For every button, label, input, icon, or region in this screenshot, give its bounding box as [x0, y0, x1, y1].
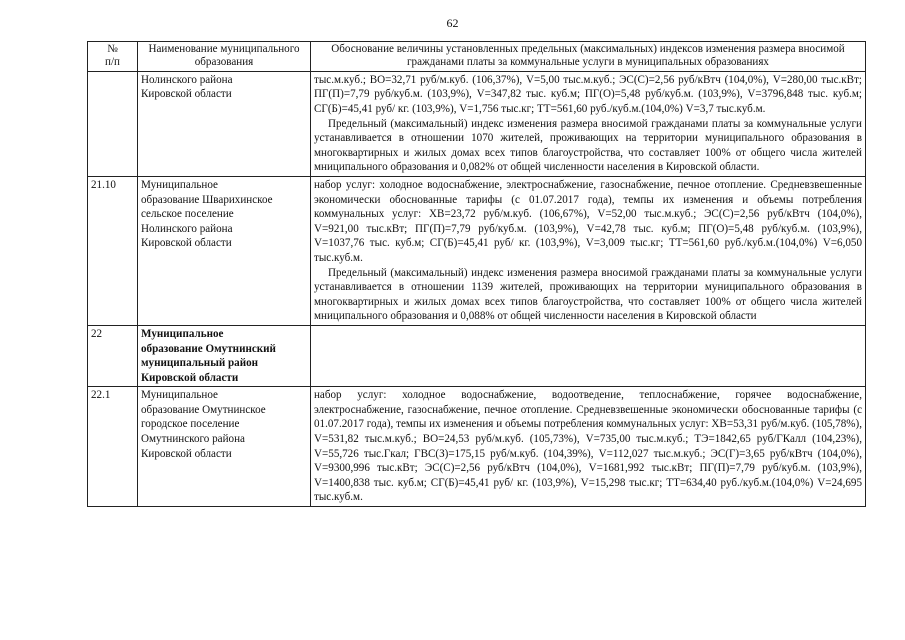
table-row — [88, 176, 866, 325]
header-num: № п/п — [88, 42, 138, 72]
row-number: 22.1 — [88, 387, 138, 507]
justification-cell — [311, 71, 866, 176]
page-number: 62 — [446, 16, 459, 30]
municipality-name: Муниципальное образование Шварихинское сельское поселение Нолинского района Кировской области — [138, 176, 311, 325]
justification-paragraph: Предельный (максимальный) индекс изменения размера вносимой гражданами платы за коммунальные услуги устанавливается в отношении 1139 жителей, проживающих на территории муниципального образования в многоквартирных и жилых домах всех типов благоустройства, что составляет 100% от общего числа жителей мниципального образования и 0,088% от общей численности населения в Кировской области — [314, 266, 862, 323]
justification-cell — [311, 387, 866, 507]
justification-cell — [311, 176, 866, 325]
municipality-name: Муниципальное образование Омутнинское городское поселение Омутнинского района Кировской области — [138, 387, 311, 507]
row-number: 21.10 — [88, 176, 138, 325]
table-row — [88, 71, 866, 176]
header-name: Наименование муниципального образования — [138, 42, 311, 72]
table-header-row — [88, 42, 866, 72]
justification-paragraph: Предельный (максимальный) индекс изменения размера вносимой гражданами платы за коммунальные услуги устанавливается в отношении 1070 жителей, проживающих на территории муниципального образования в многоквартирных и жилых домах всех типов благоустройства, что составляет 100% от общего числа жителей мниципального образования и 0,082% от общей численности населения в Кировской области. — [314, 117, 862, 174]
municipality-name: Муниципальное образование Омутнинский муниципальный район Кировской области — [138, 325, 311, 386]
municipality-name: Нолинского района Кировской области — [138, 71, 311, 176]
header-desc: Обоснование величины установленных предельных (максимальных) индексов изменения размера вносимой гражданами платы за коммунальные услуги в муниципальных образованиях — [311, 42, 866, 72]
table-row — [88, 325, 866, 386]
justification-paragraph: набор услуг: холодное водоснабжение, электроснабжение, газоснабжение, печное отопление. Средневзвешенные экономически обоснованные тарифы (с 01.07.2017 года), темпы их изменения и объемы потребления коммунальных услуг: ХВ=23,72 руб/м.куб. (106,67%), V=52,00 тыс.м.куб.; ЭС(С)=2,56 руб/кВтч (104,0%), V=921,00 тыс.кВт; ПГ(П)=7,79 руб/куб.м. (103,9%), V=42,78 тыс. куб.м; ПГ(О)=5,48 руб/куб.м. (103,9%), V=1037,76 тыс. куб.м; СГ(Б)=45,41 руб/ кг. (103,9%), V=3,009 тыс.кг; ТТ=561,60 руб./куб.м.(104,0%) V=6,050 тыс.куб.м. — [314, 178, 862, 264]
tariff-table — [87, 41, 866, 507]
table-row — [88, 387, 866, 507]
justification-paragraph: набор услуг: холодное водоснабжение, водоотведение, теплоснабжение, горячее водоснабжение, электроснабжение, газоснабжение, печное отопление. Средневзвешенные экономически обоснованные тарифы (с 01.07.2017 года), темпы их изменения и объемы потребления коммунальных услуг: ХВ=53,31 руб/м.куб. (105,78%), V=531,82 тыс.м.куб.; ВО=24,53 руб/м.куб. (105,73%), V=735,00 тыс.м.куб.; ТЭ=1842,65 руб/ГКалл (104,23%), V=55,726 тыс.Гкал; ГВС(З)=175,15 руб/м.куб. (104,39%), V=112,027 тыс.м.куб.; ЭС(Г)=3,65 руб/кВтч (104,0%), V=9300,996 тыс.кВт; ЭС(С)=2,56 руб/кВтч (104,0%), V=1681,992 тыс.кВт; ПГ(П)=7,79 руб/куб.м. (103,9%), V=1400,838 тыс. куб.м; СГ(Б)=45,41 руб/ кг. (103,9%), V=15,298 тыс.кг; ТТ=634,40 руб./куб.м.(104,0%) V=24,695 тыс.куб.м. — [314, 389, 862, 504]
row-number — [88, 71, 138, 176]
justification-paragraph: тыс.м.куб.; ВО=32,71 руб/м.куб. (106,37%), V=5,00 тыс.м.куб.; ЭС(С)=2,56 руб/кВтч (104,0%), V=280,00 тыс.кВт; ПГ(П)=7,79 руб/куб.м. (103,9%), V=347,82 тыс. куб.м; ПГ(О)=5,48 руб/куб.м. (103,9%), V=3796,848 тыс. куб.м; СГ(Б)=45,41 руб/ кг. (103,9%), V=1,756 тыс.кг; ТТ=561,60 руб./куб.м.(104,0%) V=3,7 тыс.куб.м. — [314, 73, 862, 115]
justification-cell — [311, 325, 866, 386]
row-number: 22 — [88, 325, 138, 386]
table-body — [88, 71, 866, 506]
